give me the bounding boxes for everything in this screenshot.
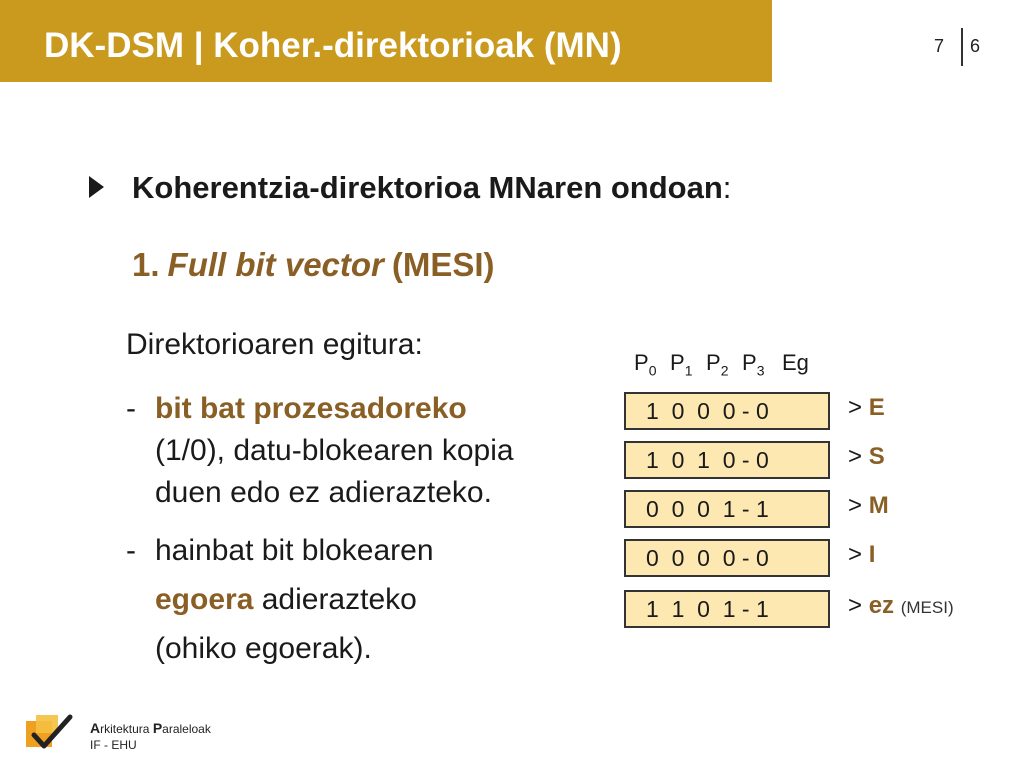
bullet-1-dash: - [126, 392, 136, 425]
subheading-number: 1. [132, 246, 160, 283]
subheading-emphasis: Full bit vector [167, 246, 384, 283]
column-header-p2: $P_2$ [706, 350, 729, 379]
bullet-1-line-2: (1/0), datu-blokearen kopia [155, 434, 514, 467]
column-header-p3: $P_3$ [742, 350, 765, 379]
checkmark-logo-icon [26, 713, 74, 751]
directory-vector-row: 0 0 0 0 - 0 [624, 539, 830, 577]
subheading-tail: (MESI) [391, 246, 495, 283]
state-label-row: > S [848, 443, 885, 470]
state-label-row: > I [848, 541, 876, 568]
bullet-2-line-1: hainbat bit blokearen [155, 534, 434, 567]
page-number-divider [961, 28, 963, 66]
bullet-2-line-2 [155, 579, 417, 621]
directory-vector-row: 1 0 0 0 - 0 [624, 392, 830, 430]
column-header-state: Eg [782, 350, 809, 375]
directory-vector-row: 1 1 0 1 - 1 [624, 590, 830, 628]
bullet-2-highlight: egoera [155, 583, 254, 616]
column-header-p1: $P_1$ [670, 350, 693, 379]
bullet-2-dash: - [126, 534, 136, 567]
bullet-arrow-icon [89, 176, 104, 198]
bullet-1-line-3: duen edo ez adierazteko. [155, 476, 492, 509]
page-number-right: 6 [970, 36, 981, 56]
state-label-row: > M [848, 492, 889, 519]
heading-colon: : [722, 170, 732, 205]
heading-text: Koherentzia-direktorioa MNaren ondoan [132, 170, 723, 205]
column-header-p0: $P_0$ [634, 350, 657, 379]
slide-title: DK-DSM | Koher.-direktorioak (MN) [44, 26, 622, 65]
bullet-2-line-3: (ohiko egoerak). [155, 632, 372, 665]
subheading [132, 246, 495, 284]
footer-org-name: Arkitektura Paraleloak [90, 720, 211, 736]
directory-vector-row: 1 0 1 0 - 0 [624, 441, 830, 479]
directory-vector-row: 0 0 0 1 - 1 [624, 490, 830, 528]
section-heading [132, 170, 731, 206]
footer-institution: IF - EHU [90, 738, 137, 752]
state-label-row: > ez (MESI) [848, 592, 954, 619]
page-number-left: 7 [934, 36, 945, 56]
bullet-2-line-2-rest: adierazteko [253, 583, 417, 616]
bullet-1-highlight: bit bat prozesadoreko [155, 392, 467, 425]
state-label-row: > E [848, 394, 885, 421]
structure-label: Direktorioaren egitura: [126, 328, 423, 361]
